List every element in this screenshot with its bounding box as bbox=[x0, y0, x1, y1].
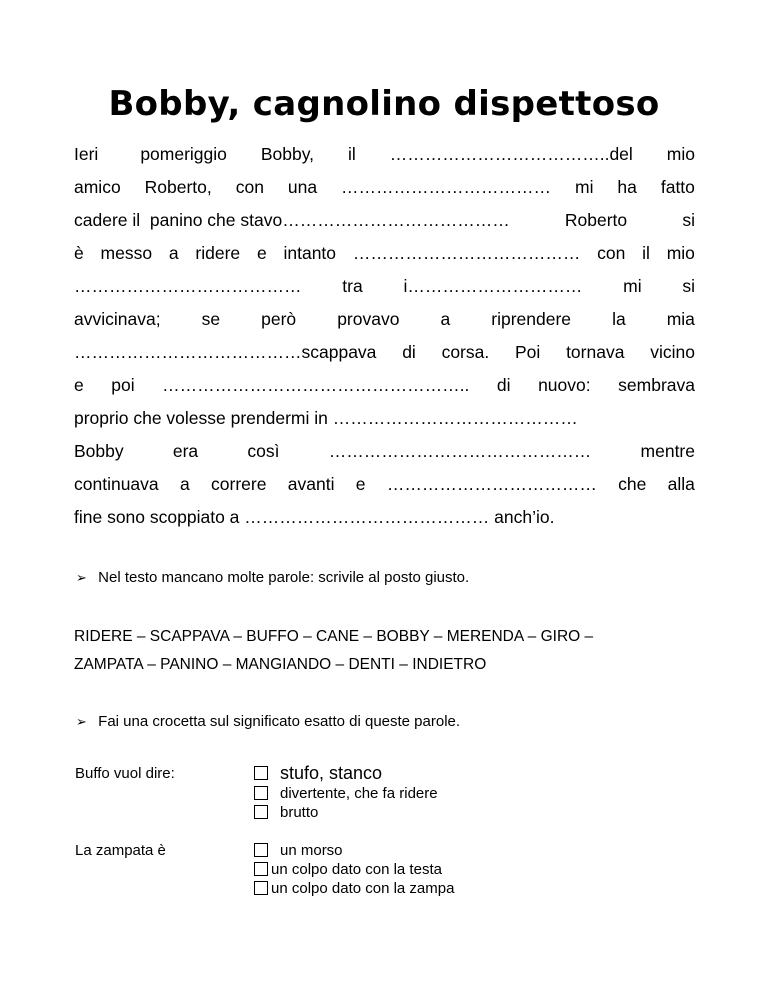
text-line-5: ………………………………… tra i………………………… mi si bbox=[74, 276, 695, 296]
option-morso[interactable]: un morso bbox=[254, 841, 343, 859]
text-segment: pomeriggio Bobby, il ………………………………..del mio bbox=[140, 144, 695, 164]
text-line-1 bbox=[74, 144, 695, 174]
question-label-zampata: La zampata è bbox=[75, 842, 166, 859]
text-line-2: amico Roberto, con una ……………………………… mi ha fatto bbox=[74, 177, 695, 197]
checkbox[interactable] bbox=[254, 786, 268, 800]
word-bank-line-1: RIDERE – SCAPPAVA – BUFFO – CANE – BOBBY – MERENDA – GIRO – bbox=[74, 628, 594, 645]
instruction-fill-words bbox=[76, 569, 469, 586]
text-line-10: Bobby era così ……………………………………… mentre bbox=[74, 441, 695, 461]
option-colpo-testa[interactable]: un colpo dato con la testa bbox=[254, 860, 442, 878]
instruction-text: Nel testo mancano molte parole: scrivile al posto giusto. bbox=[98, 569, 470, 586]
text-line-7: …………………………………scappava di corsa. Poi tornava vicino bbox=[74, 342, 695, 362]
text-line-11: continuava a correre avanti e ……………………………… che alla bbox=[74, 474, 695, 494]
text-line-4: è messo a ridere e intanto ………………………………… con il mio bbox=[74, 243, 695, 263]
checkbox[interactable] bbox=[254, 862, 268, 876]
option-stufo[interactable]: stufo, stanco bbox=[254, 764, 382, 782]
option-divertente[interactable]: divertente, che fa ridere bbox=[254, 784, 438, 802]
word-bank-line-2: ZAMPATA – PANINO – MANGIANDO – DENTI – INDIETRO bbox=[74, 656, 487, 673]
text-line-8: e poi …………………………………………….. di nuovo: sembrava bbox=[74, 375, 695, 395]
text-line-6: avvicinava; se però provavo a riprendere la mia bbox=[74, 309, 695, 329]
checkbox[interactable] bbox=[254, 881, 268, 895]
arrow-bullet-icon: ➢ bbox=[76, 570, 87, 585]
instruction-text: Fai una crocetta sul significato esatto di queste parole. bbox=[98, 713, 461, 730]
checkbox[interactable] bbox=[254, 805, 268, 819]
checkbox[interactable] bbox=[254, 766, 268, 780]
instruction-check-meaning bbox=[76, 713, 460, 730]
option-colpo-zampa[interactable]: un colpo dato con la zampa bbox=[254, 879, 454, 897]
question-label-buffo: Buffo vuol dire: bbox=[75, 765, 175, 782]
text-word: Ieri bbox=[74, 144, 99, 164]
text-line-12: fine sono scoppiato a …………………………………… anch’io. bbox=[74, 507, 555, 527]
text-line-9: proprio che volesse prendermi in …………………………………… bbox=[74, 408, 578, 428]
arrow-bullet-icon: ➢ bbox=[76, 714, 87, 729]
page-title: Bobby, cagnolino dispettoso bbox=[108, 84, 660, 124]
checkbox[interactable] bbox=[254, 843, 268, 857]
text-line-3: cadere il panino che stavo………………………………… Roberto si bbox=[74, 210, 695, 230]
option-brutto[interactable]: brutto bbox=[254, 803, 318, 821]
